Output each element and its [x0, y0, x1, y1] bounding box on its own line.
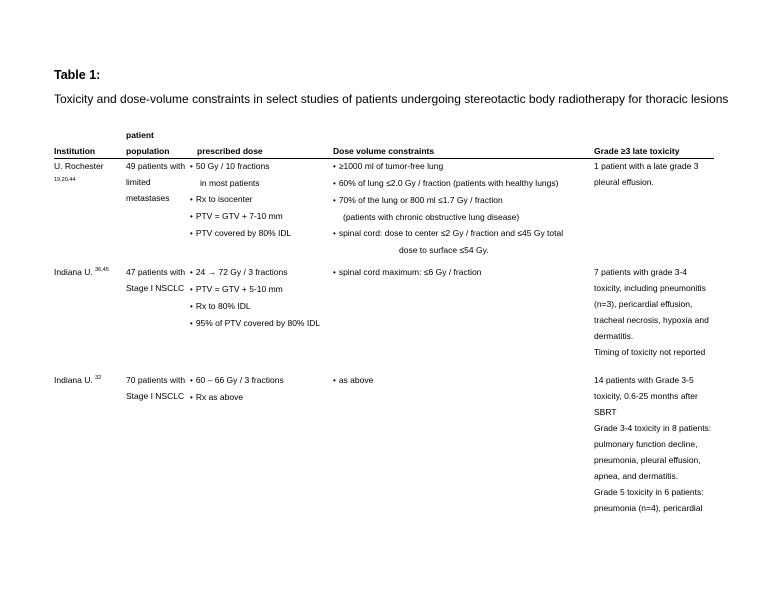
table-caption: Toxicity and dose-volume constraints in select studies of patients undergoing stereotactic body radiotherapy for thoracic lesions [54, 92, 729, 106]
row1-population: 49 patients with limited metastases [126, 161, 186, 203]
row3-toxicity: 14 patients with Grade 3-5 toxicity, 0.6-25 months after SBRT Grade 3-4 toxicity in 8 patients: pulmonary function decline, pneumonia, pleural effusion, apnea, and dermatitis. Grade 5 toxicity in 6 patients: pneumonia (n=4), pericardial [594, 375, 712, 513]
row1-toxicity: 1 patient with a late grade 3 pleural effusion. [594, 161, 699, 187]
row1-dose: • 50 Gy / 10 fractions in most patients • Rx to isocenter • PTV = GTV + 7-10 mm • PTV covered by 80% IDL [190, 158, 291, 242]
row3-population: 70 patients with Stage I NSCLC [126, 375, 186, 401]
row2-toxicity: 7 patients with grade 3-4 toxicity, including pneumonitis (n=3), pericardial effusion, tracheal necrosis, hypoxia and dermatitis. Timing of toxicity not reported [594, 267, 709, 357]
row3-refs: 32 [95, 375, 102, 382]
row2-institution: Indiana U. $^{36,45}$ [54, 267, 109, 277]
row2-refs: 36,45 [95, 267, 109, 274]
row1-institution: U. Rochester 19,20,44 [54, 161, 104, 183]
row2-population: 47 patients with Stage I NSCLC [126, 267, 186, 293]
header-institution: Institution [54, 146, 96, 156]
header-late-toxicity: Grade ≥3 late toxicity [594, 146, 680, 156]
table-title: Table 1: [54, 68, 101, 82]
row2-dose: • 24 → 72 Gy / 3 fractions • PTV = GTV + 5-10 mm • Rx to 80% IDL • 95% of PTV covered by 80% IDL [190, 264, 320, 332]
row1-constraints: • ≥1000 ml of tumor-free lung • 60% of lung ≤2.0 Gy / fraction (patients with healthy lungs) • 70% of the lung or 800 ml ≤1.7 Gy / fraction (patients with chronic obstructive lung disease) • spinal cord: dose to center ≤2 Gy / fraction and ≤45 Gy total dose to surface ≤54 Gy. [333, 158, 563, 258]
header-prescribed-dose: prescribed dose [197, 146, 263, 156]
header-dose-volume-constraints: Dose volume constraints [333, 146, 435, 156]
header-population-line2: population [126, 146, 170, 156]
row1-refs: 19,20,44 [54, 177, 76, 183]
header-population-line1: patient [126, 130, 154, 140]
row3-dose: • 60 – 66 Gy / 3 fractions • Rx as above [190, 372, 284, 406]
row2-constraints: • spinal cord maximum: ≤6 Gy / fraction [333, 264, 481, 281]
row3-constraints: • as above [333, 372, 373, 389]
row3-institution: Indiana U. $^{32}$ [54, 375, 102, 385]
